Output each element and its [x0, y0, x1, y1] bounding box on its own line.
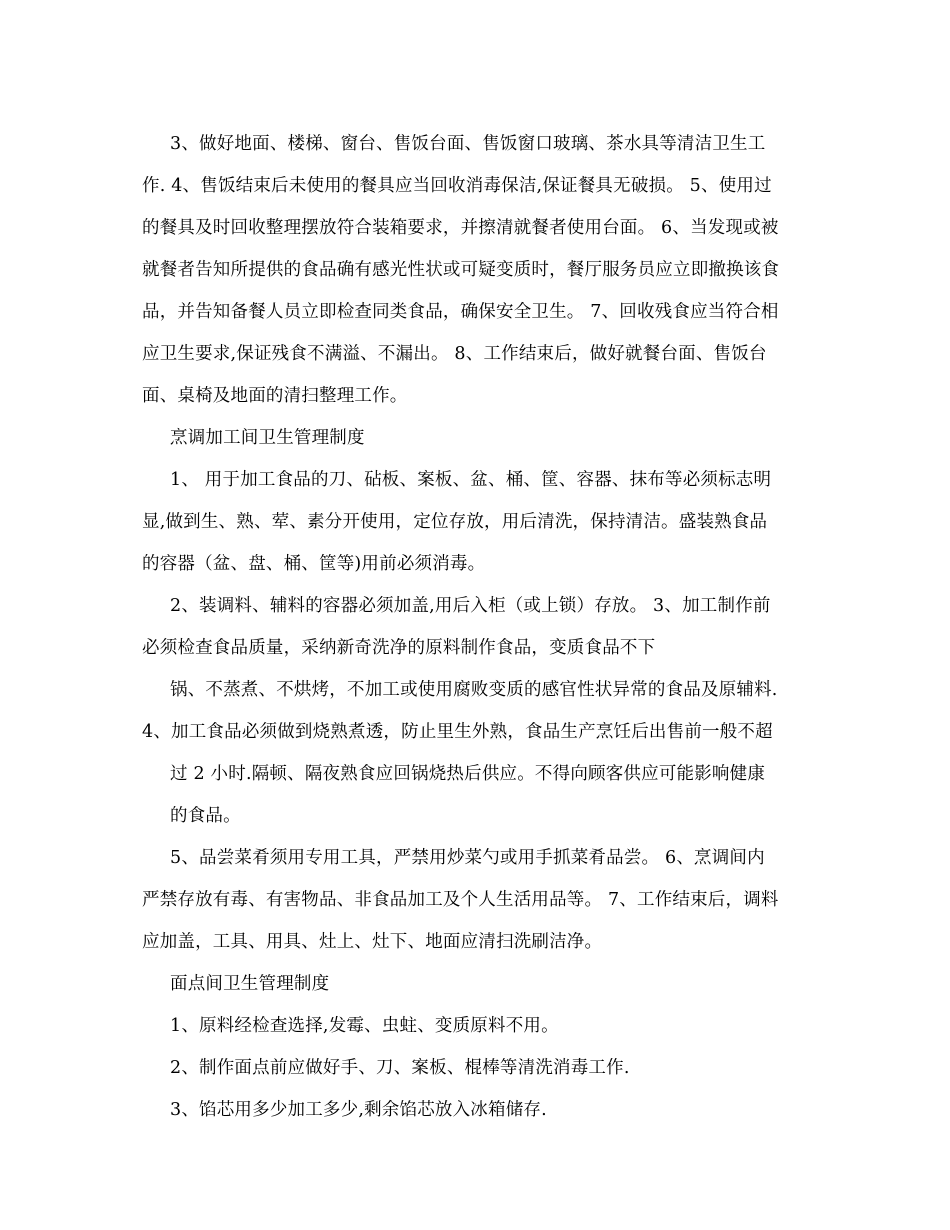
text-line: 品，并告知备餐人员立即检查同类食品，确保安全卫生。 7、回收残食应当符合相	[142, 302, 779, 322]
text-line: 的食品。	[170, 806, 241, 826]
text-line: 必须检查食品质量，采纳新奇洗净的原料制作食品，变质食品不下	[142, 638, 656, 658]
text-line: 严禁存放有毒、有害物品、非食品加工及个人生活用品等。 7、工作结束后，调料	[142, 890, 779, 910]
text-line: 4、加工食品必须做到烧熟煮透，防止里生外熟，食品生产烹饪后出售前一般不超	[142, 722, 773, 742]
text-line: 5、品尝菜肴须用专用工具，严禁用炒菜勺或用手抓菜肴品尝。 6、烹调间内	[170, 848, 765, 868]
text-line: 3、馅芯用多少加工多少,剩余馅芯放入冰箱储存.	[170, 1100, 547, 1120]
text-line: 作. 4、售饭结束后未使用的餐具应当回收消毒保洁,保证餐具无破损。 5、使用过	[142, 176, 772, 196]
text-line: 3、做好地面、楼梯、窗台、售饭台面、售饭窗口玻璃、茶水具等清洁卫生工	[170, 134, 766, 154]
text-line: 显,做到生、熟、荤、素分开使用，定位存放，用后清洗，保持清洁。盛装熟食品	[142, 512, 768, 532]
section-heading: 烹调加工间卫生管理制度	[170, 428, 365, 448]
section-heading: 面点间卫生管理制度	[170, 974, 330, 994]
text-line: 的餐具及时回收整理摆放符合装箱要求，并擦清就餐者使用台面。 6、当发现或被	[142, 218, 779, 238]
text-line: 的容器（盆、盘、桶、筐等)用前必须消毒。	[142, 554, 486, 574]
text-line: 过 2 小时.隔顿、隔夜熟食应回锅烧热后供应。不得向顾客供应可能影响健康	[170, 764, 766, 784]
text-line: 应卫生要求,保证残食不满溢、不漏出。 8、工作结束后，做好就餐台面、售饭台	[142, 344, 767, 364]
text-line: 面、桌椅及地面的清扫整理工作。	[142, 386, 408, 406]
text-line: 1、 用于加工食品的刀、砧板、案板、盆、桶、筐、容器、抹布等必须标志明	[170, 470, 772, 490]
text-line: 锅、不蒸煮、不烘烤，不加工或使用腐败变质的感官性状异常的食品及原辅料.	[170, 680, 778, 700]
text-line: 2、制作面点前应做好手、刀、案板、棍棒等清洗消毒工作.	[170, 1058, 630, 1078]
text-line: 应加盖，工具、用具、灶上、灶下、地面应清扫洗刷洁净。	[142, 932, 603, 952]
text-line: 就餐者告知所提供的食品确有感光性状或可疑变质时，餐厅服务员应立即撤换该食	[142, 260, 780, 280]
text-line: 2、装调料、辅料的容器必须加盖,用后入柜（或上锁）存放。 3、加工制作前	[170, 596, 771, 616]
text-line: 1、原料经检查选择,发霉、虫蛀、变质原料不用。	[170, 1016, 559, 1036]
